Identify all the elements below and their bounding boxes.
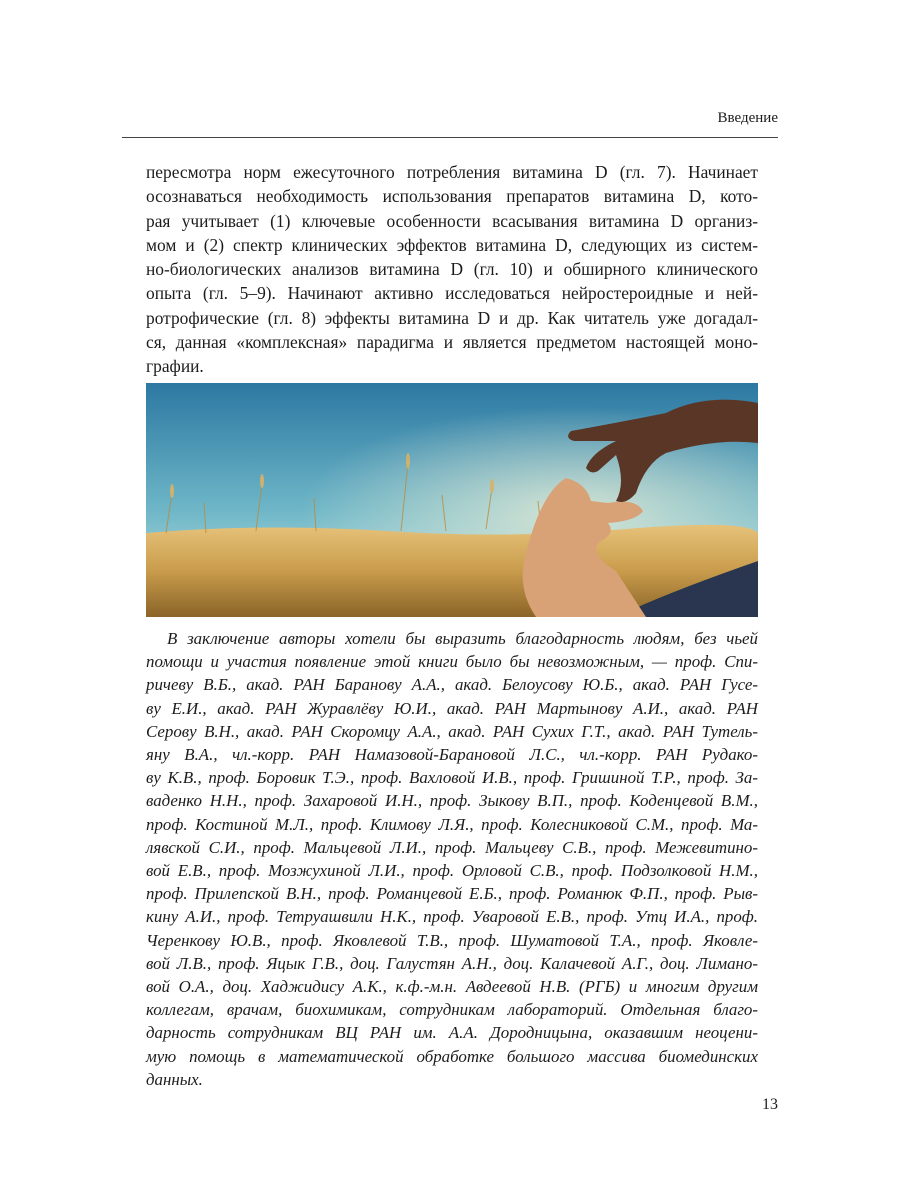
ack-line: Серову В.Н., акад. РАН Скоромцу А.А., акад. РАН Сухих Г.Т., акад. РАН Тутель- (146, 721, 758, 741)
header-rule (122, 137, 778, 138)
ack-line: ву К.В., проф. Боровик Т.Э., проф. Вахловой И.В., проф. Гришиной Т.Р., проф. За- (146, 768, 758, 788)
ack-line: ву Е.И., акад. РАН Журавлёву Ю.И., акад. РАН Мартынову А.И., акад. РАН (146, 698, 758, 718)
body-line: пересмотра норм ежесуточного потребления витамина D (гл. 7). Начинает (146, 162, 758, 182)
body-line: рая учитывает (1) ключевые особенности всасывания витамина D организ- (146, 210, 758, 231)
ack-line: помощи и участия появление этой книги было бы невозможным, — проф. Спи- (146, 652, 758, 672)
body-line: но-биологических анализов витамина D (гл. 10) и обширного клинического (146, 259, 758, 280)
ack-line: вой Л.В., проф. Яцык Г.В., доц. Галустян А.Н., доц. Калачевой А.Г., доц. Лимано- (146, 953, 758, 973)
ack-line: ричеву В.Б., акад. РАН Баранову А.А., акад. Белоусову Ю.Б., акад. РАН Гусе- (146, 675, 758, 695)
ack-line: В заключение авторы хотели бы выразить благодарность людям, без чьей (167, 629, 758, 648)
page-number: 13 (762, 1096, 778, 1113)
body-line: мом и (2) спектр клинических эффектов витамина D, следующих из систем- (146, 234, 758, 255)
body-line: осознаваться необходимость использования препаратов витамина D, кото- (146, 186, 758, 207)
ack-line: мую помощь в математической обработке большого массива биомединских (146, 1046, 758, 1066)
body-paragraph (146, 160, 758, 379)
ack-line: данных. (146, 1069, 203, 1089)
running-head: Введение (717, 110, 778, 126)
ack-line: проф. Прилепской В.Н., проф. Романцевой Е.Б., проф. Романюк Ф.П., проф. Рыв- (146, 884, 758, 904)
ack-line: коллегам, врачам, биохимикам, сотрудникам лабораторий. Отдельная благо- (146, 1000, 758, 1020)
ack-line: Черенкову Ю.В., проф. Яковлевой Т.В., проф. Шуматовой Т.А., проф. Яковле- (146, 930, 758, 950)
ack-line: дарность сотрудникам ВЦ РАН им. А.А. Дородницына, оказавшим неоцени- (146, 1023, 758, 1043)
ack-line: ваденко Н.Н., проф. Захаровой И.Н., проф. Зыкову В.П., проф. Коденцевой В.М., (146, 791, 758, 811)
ack-line: вой О.А., доц. Хаджидису А.К., к.ф.-м.н. Авдеевой Н.В. (РГБ) и многим другим (146, 977, 758, 997)
body-line: ротрофические (гл. 8) эффекты витамина D и др. Как читатель уже догадал- (146, 307, 758, 328)
body-line: опыта (гл. 5–9). Начинают активно исследоваться нейростероидные и ней- (146, 283, 758, 304)
acknowledgements-paragraph (146, 627, 758, 1091)
ack-line: яну В.А., чл.-корр. РАН Намазовой-Барановой Л.С., чл.-корр. РАН Рудако- (146, 745, 758, 765)
ack-line: проф. Костиной М.Л., проф. Климову Л.Я., проф. Колесниковой С.М., проф. Ма- (146, 814, 758, 834)
ack-line: лявской С.И., проф. Мальцевой Л.И., проф. Мальцеву С.В., проф. Межевитино- (146, 837, 758, 857)
body-line: ся, данная «комплексная» парадигма и является предметом настоящей моно- (146, 332, 758, 353)
body-line: графии. (146, 356, 204, 377)
photo-hands-frame-wheat-field (146, 383, 758, 617)
ack-line: кину А.И., проф. Тетруашвили Н.К., проф. Уваровой Е.В., проф. Утц И.А., проф. (146, 907, 758, 927)
ack-line: вой Е.В., проф. Мозжухиной Л.И., проф. Орловой С.В., проф. Подзолковой Н.М., (146, 861, 758, 881)
